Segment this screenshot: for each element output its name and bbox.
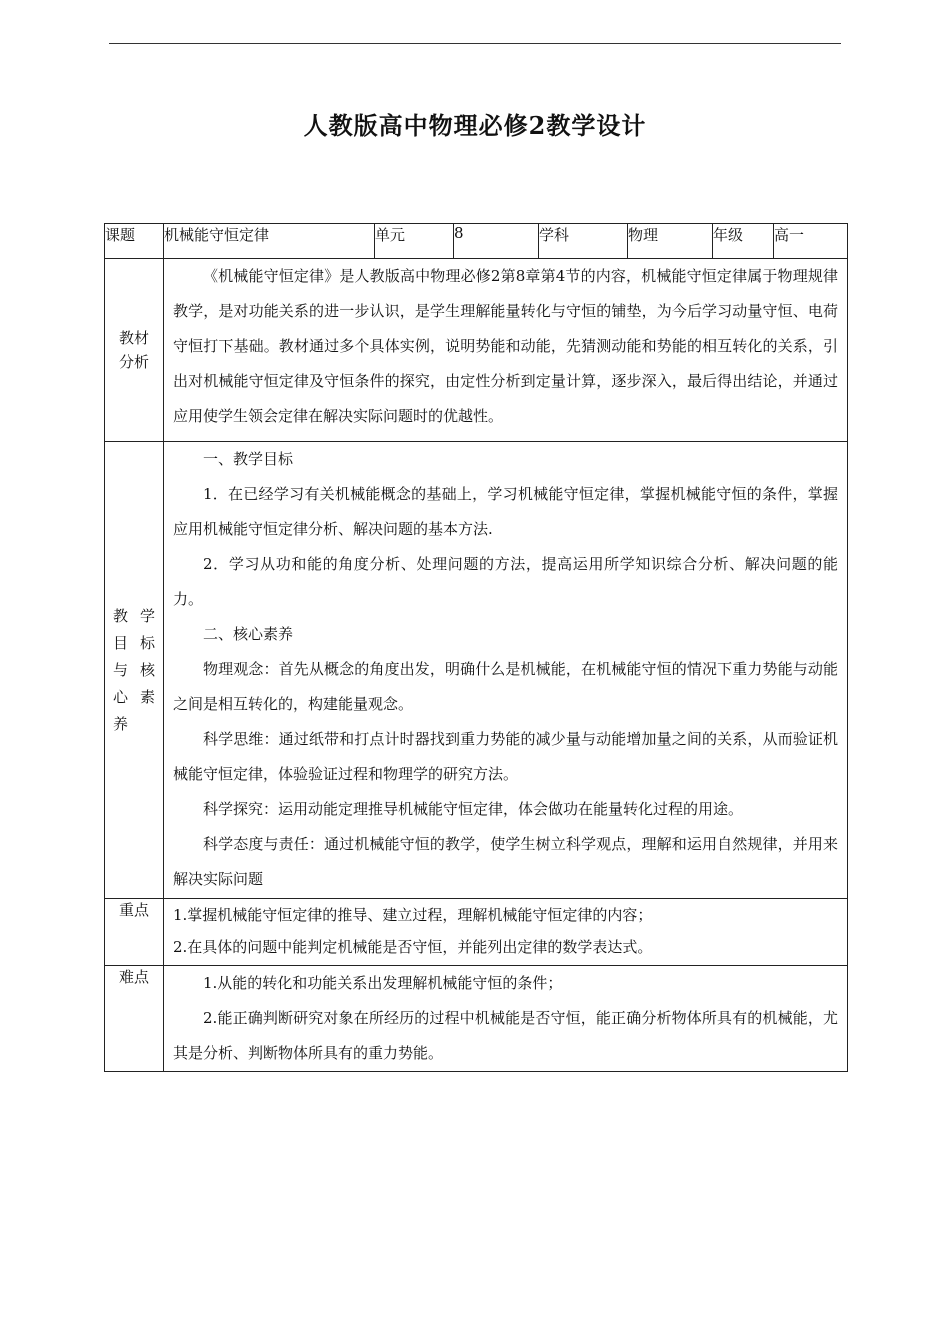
- grade-label: 年级: [713, 224, 774, 259]
- literacy-attitude-responsibility: 科学态度与责任：通过机械能守恒的教学，使学生树立科学观点，理解和运用自然规律，并用来解决实际问题: [173, 835, 838, 888]
- analysis-label-line2: 分析: [118, 353, 149, 371]
- header-rule: [109, 43, 841, 44]
- analysis-label: [105, 259, 164, 442]
- course-label: 课题: [105, 224, 164, 259]
- document-title: 人教版高中物理必修2教学设计: [303, 111, 647, 140]
- objectives-label-line3: 与 核: [113, 660, 155, 679]
- key-point-2: 2.在具体的问题中能判定机械能是否守恒，并能列出定律的数学表达式。: [173, 938, 653, 956]
- objectives-content: [164, 442, 848, 899]
- objectives-heading-literacy: 二、核心素养: [203, 625, 294, 643]
- literacy-physics-concept: 物理观念：首先从概念的角度出发，明确什么是机械能，在机械能守恒的情况下重力势能与动能之间是相互转化的，构建能量观念。: [173, 660, 838, 713]
- objectives-label-line4: 心 素: [113, 687, 155, 706]
- key-points-content: [164, 899, 848, 966]
- grade-value: 高一: [774, 224, 848, 259]
- objectives-label-line5: 养: [113, 714, 129, 733]
- difficulty-1: 1.从能的转化和功能关系出发理解机械能守恒的条件；: [203, 974, 563, 992]
- key-points-label: 重点: [105, 899, 164, 966]
- literacy-scientific-thinking: 科学思维：通过纸带和打点计时器找到重力势能的减少量与动能增加量之间的关系，从而验证机械能守恒定律，体验验证过程和物理学的研究方法。: [173, 730, 838, 783]
- difficulty-2: 2.能正确判断研究对象在所经历的过程中机械能是否守恒，能正确分析物体所具有的机械能，尤其是分析、判断物体所具有的重力势能。: [173, 1009, 838, 1062]
- unit-label: 单元: [375, 224, 454, 259]
- objectives-goal-2: 2．学习从功和能的角度分析、处理问题的方法，提高运用所学知识综合分析、解决问题的能力。: [173, 555, 838, 608]
- lesson-plan-table: [104, 223, 848, 1072]
- key-point-1: 1.掌握机械能守恒定律的推导、建立过程，理解机械能守恒定律的内容；: [173, 906, 653, 924]
- analysis-row: [105, 259, 848, 442]
- objectives-label-line1: 教 学: [113, 606, 155, 625]
- subject-label: 学科: [539, 224, 628, 259]
- difficulties-label: 难点: [105, 966, 164, 1072]
- course-value: 机械能守恒定律: [164, 224, 375, 259]
- objectives-heading-goals: 一、教学目标: [203, 450, 294, 468]
- analysis-text: 《机械能守恒定律》是人教版高中物理必修2第8章第4节的内容，机械能守恒定律属于物理规律教学，是对功能关系的进一步认识，是学生理解能量转化与守恒的铺垫，为今后学习动量守恒、电荷守恒打下基础。教材通过多个具体实例，说明势能和动能，先猜测动能和势能的相互转化的关系，引出对机械能守恒定律及守恒条件的探究，由定性分析到定量计算，逐步深入，最后得出结论，并通过应用使学生领会定律在解决实际问题时的优越性。: [173, 267, 838, 425]
- subject-value: 物理: [628, 224, 713, 259]
- objectives-goal-1: 1．在已经学习有关机械能概念的基础上，学习机械能守恒定律，掌握机械能守恒的条件，掌握应用机械能守恒定律分析、解决问题的基本方法.: [173, 485, 838, 538]
- literacy-scientific-inquiry: 科学探究：运用动能定理推导机械能守恒定律，体会做功在能量转化过程的用途。: [203, 800, 744, 818]
- unit-value: 8: [454, 224, 539, 259]
- objectives-label-line2: 目 标: [113, 633, 155, 652]
- objectives-row: [105, 442, 848, 899]
- key-points-row: [105, 899, 848, 966]
- objectives-label: [105, 442, 164, 899]
- difficulties-row: [105, 966, 848, 1072]
- analysis-content: [164, 259, 848, 442]
- header-row: [105, 224, 848, 259]
- difficulties-content: [164, 966, 848, 1072]
- analysis-label-line1: 教材: [118, 329, 149, 347]
